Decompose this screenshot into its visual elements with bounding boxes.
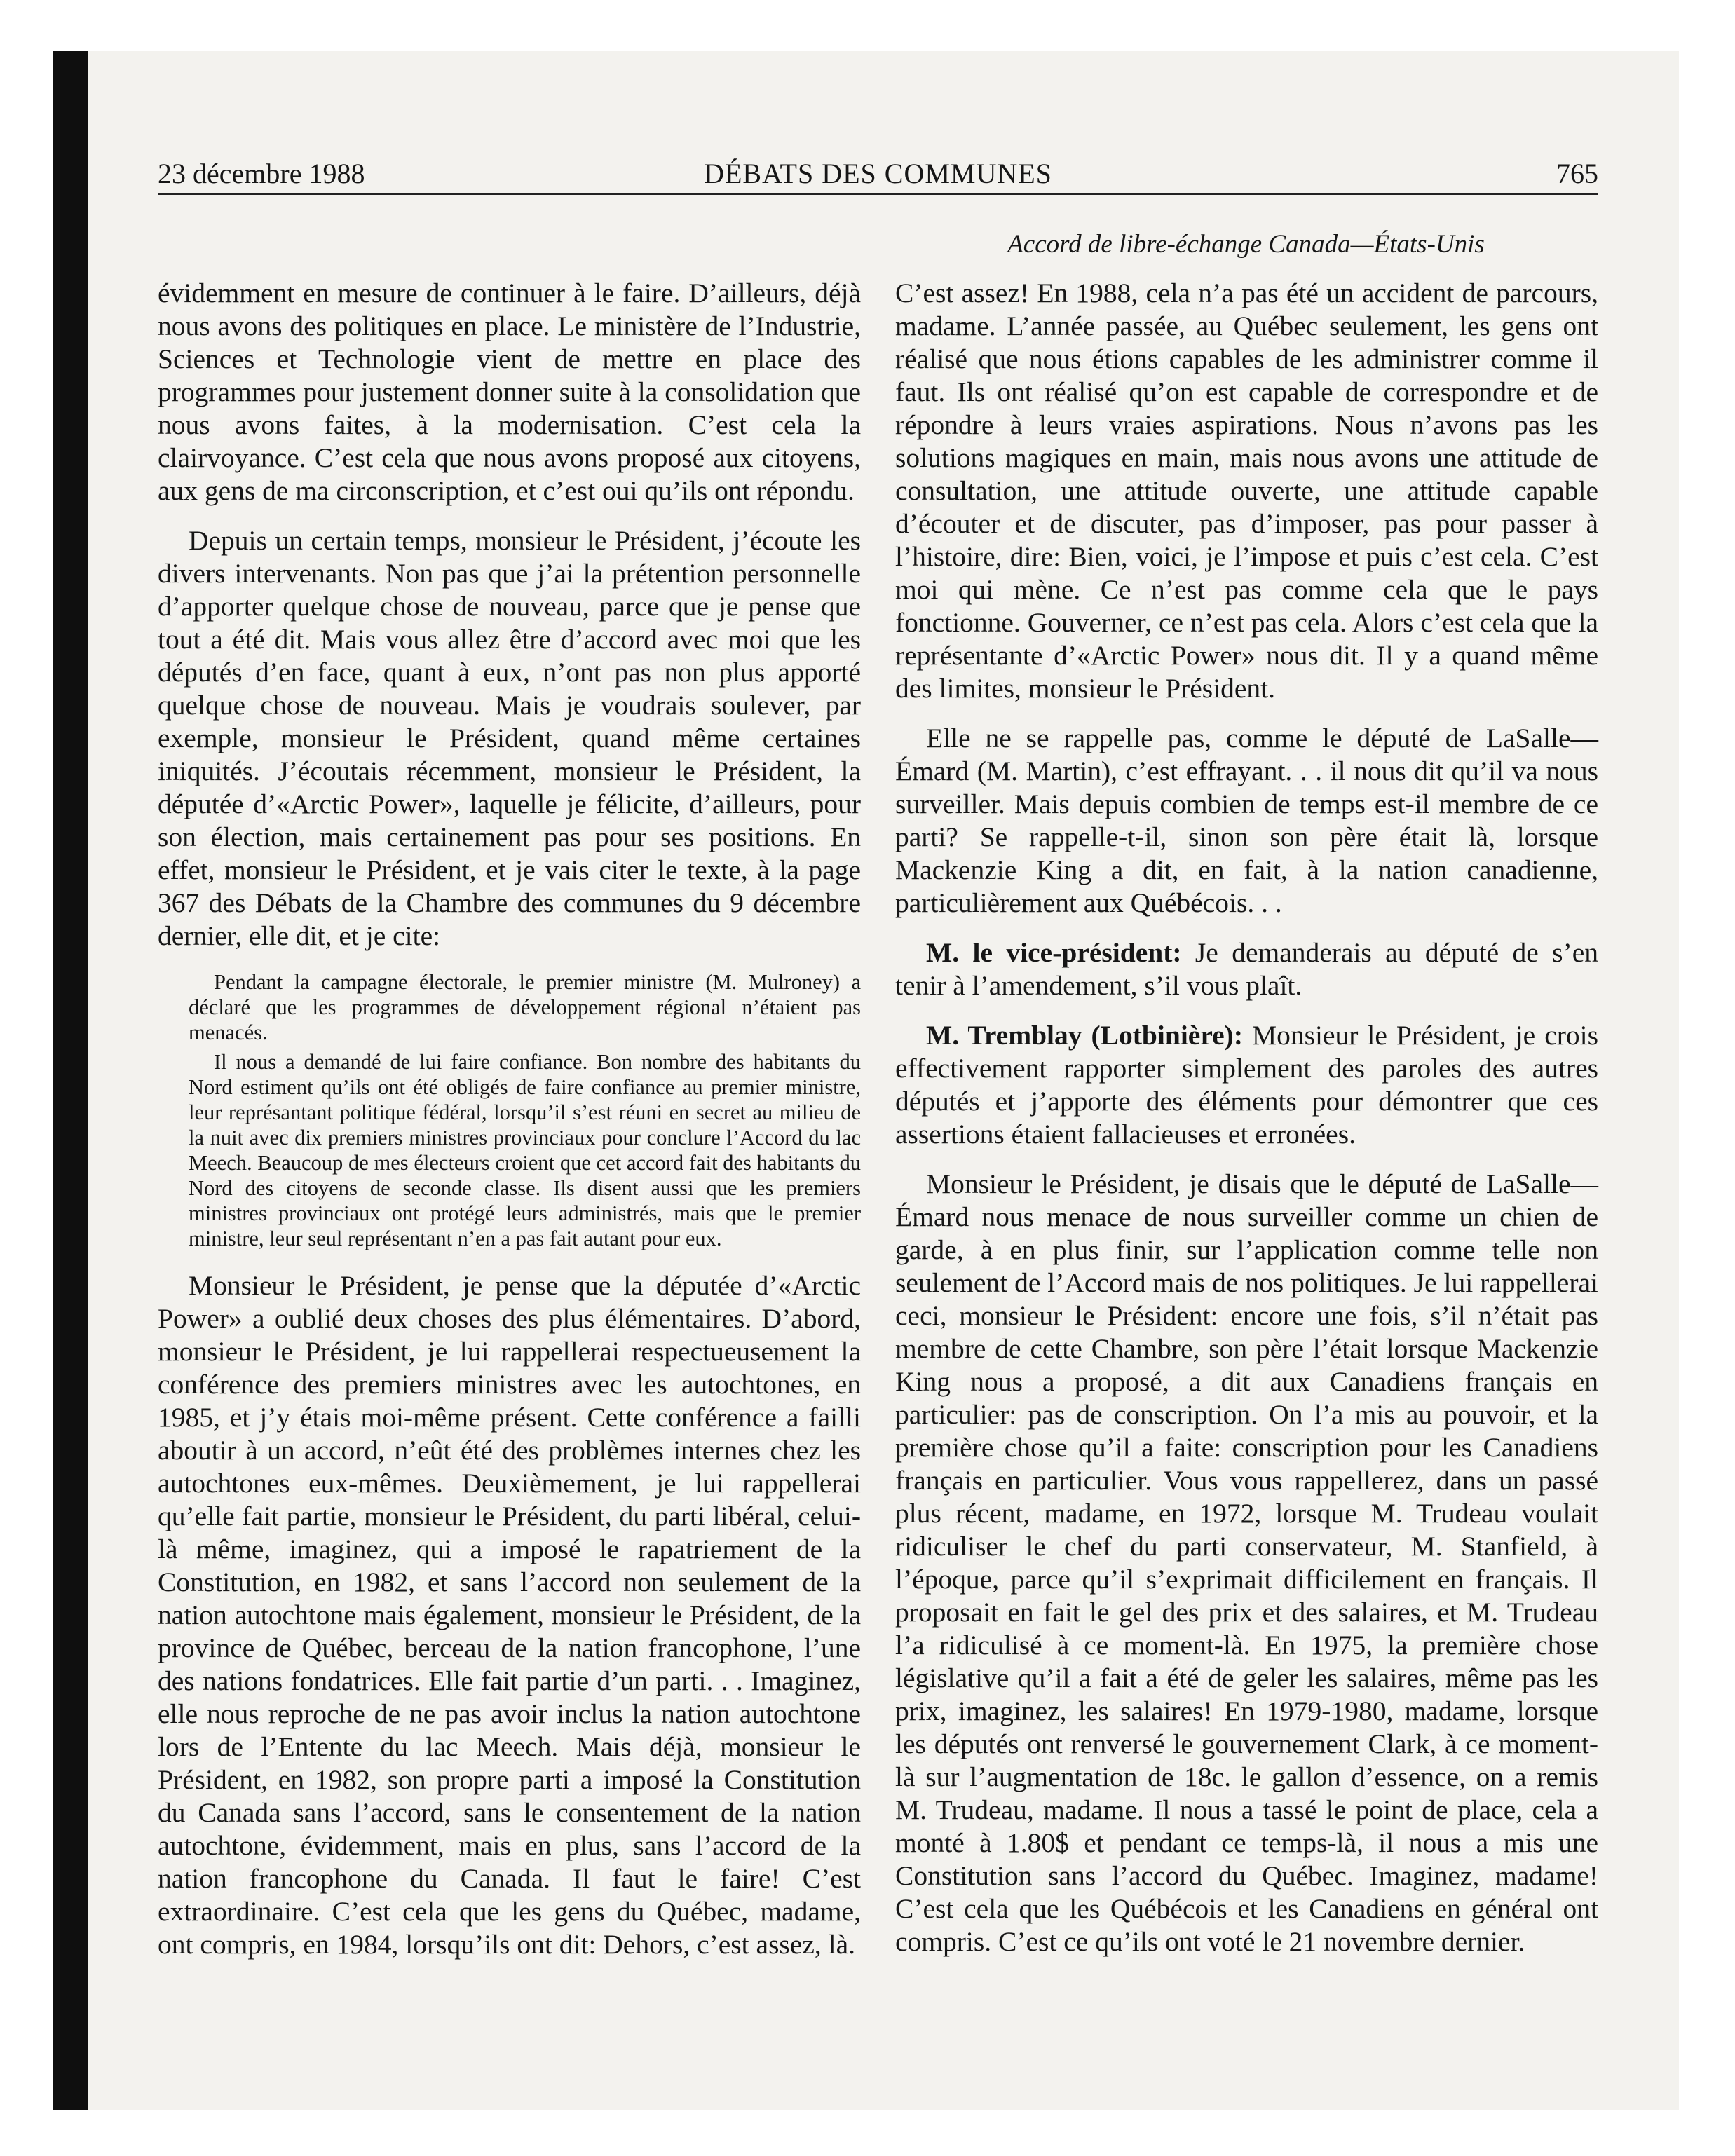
paragraph: Depuis un certain temps, monsieur le Président, j’écoute les divers intervenants. Non pas que j’ai la prétention personnelle d’apporter quelque chose de nouveau, parce que je pense que tout a été dit. Mais vous allez être d’accord avec moi que les députés d’en face, quant à eux, n’ont pas non plus apporté quelque chose de nouveau. Mais je voudrais soulever, par exemple, monsieur le Président, quand même certaines iniquités. J’écoutais récemment, monsieur le Président, la députée d’«Arctic Power», laquelle je félicite, d’ailleurs, pour son élection, mais certainement pas pour ses positions. En effet, monsieur le Président, et je vais citer le texte, à la page 367 des Débats de la Chambre des communes du 9 décembre dernier, elle dit, et je cite: — [158, 525, 861, 951]
speaker-paragraph — [895, 936, 1598, 1002]
right-column — [895, 277, 1598, 1975]
paragraph: évidemment en mesure de continuer à le faire. D’ailleurs, déjà nous avons des politiques en place. Le ministère de l’Industrie, Sciences et Technologie vient de mettre en place des programmes pour justement donner suite à la consolidation que nous avons faites, à la modernisation. C’est cela la clairvoyance. C’est cela que nous avons proposé aux citoyens, aux gens de ma circonscription, et c’est oui qu’ils ont répondu. — [158, 278, 861, 506]
binding-shadow — [53, 51, 88, 2110]
header-page-number: 765 — [1556, 158, 1598, 189]
speech-text: Monsieur le Président, je crois effectivement rapporter simplement des paroles des autres députés et j’apporte des éléments pour démontrer que ces assertions étaient fallacieuses et erronées. — [895, 1020, 1598, 1149]
block-quote: Pendant la campagne électorale, le premier ministre (M. Mulroney) a déclaré que les programmes de développement régional n’étaient pas menacés. — [189, 970, 861, 1044]
paragraph: Elle ne se rappelle pas, comme le député de LaSalle—Émard (M. Martin), c’est effrayant. . . il nous dit qu’il va nous surveiller. Mais depuis combien de temps est-il membre de ce parti? Se rappelle-t-il, sinon son père était là, lorsque Mackenzie King a dit, en fait, à la nation canadienne, particulièrement aux Québécois. . . — [895, 723, 1598, 918]
left-column — [158, 277, 861, 1978]
running-header — [158, 153, 1598, 195]
header-journal-title: DÉBATS DES COMMUNES — [704, 158, 1052, 189]
hansard-page — [158, 0, 1598, 2156]
header-rule — [158, 193, 1598, 195]
section-title: Accord de libre-échange Canada—États-Unis — [1007, 230, 1485, 259]
block-quote: Il nous a demandé de lui faire confiance. Bon nombre des habitants du Nord estiment qu’ils ont été obligés de faire confiance au premier ministre, leur représantant politique fédéral, lorsqu’il s’est réuni en secret au milieu de la nuit avec dix premiers ministres provinciaux pour conclure l’Accord du lac Meech. Beaucoup de mes électeurs croient que cet accord fait des habitants du Nord des citoyens de seconde classe. Ils disent aussi que les premiers ministres provinciaux ont protégé leurs administrés, mais que le premier ministre, leur seul représentant n’en a pas fait autant pour eux. — [189, 1050, 861, 1250]
speaker-name: M. le vice-président: — [926, 937, 1182, 968]
paragraph: C’est assez! En 1988, cela n’a pas été un accident de parcours, madame. L’année passée, au Québec seulement, les gens ont réalisé que nous étions capables de les administrer comme il faut. Ils ont réalisé qu’on est capable de correspondre et de répondre à leurs vraies aspirations. Nous n’avons pas les solutions magiques en main, mais nous avons une attitude de consultation, une attitude ouverte, une attitude capable d’écouter et de discuter, pas d’imposer, pas pour passer à l’histoire, dire: Bien, voici, je l’impose et puis c’est cela. C’est moi qui mène. Ce n’est pas comme cela que le pays fonctionne. Gouverner, ce n’est pas cela. Alors c’est cela que la représentante d’«Arctic Power» nous dit. Il y a quand même des limites, monsieur le Président. — [895, 278, 1598, 704]
speaker-paragraph — [895, 1019, 1598, 1151]
paragraph: Monsieur le Président, je pense que la députée d’«Arctic Power» a oublié deux choses des plus élémentaires. D’abord, monsieur le Président, je lui rappellerai respectueusement la conférence des premiers ministres avec les autochtones, en 1985, et j’y étais moi-même présent. Cette conférence a failli aboutir à un accord, n’eût été des problèmes internes chez les autochtones eux-mêmes. Deuxièmement, je lui rappellerai qu’elle fait partie, monsieur le Président, du parti libéral, celui-là même, imaginez, qui a imposé le rapatriement de la Constitution, en 1982, et sans l’accord non seulement de la nation autochtone mais également, monsieur le Président, de la province de Québec, berceau de la nation francophone, l’une des nations fondatrices. Elle fait partie d’un parti. . . Imaginez, elle nous reproche de ne pas avoir inclus la nation autochtone lors de l’Entente du lac Meech. Mais déjà, monsieur le Président, en 1982, son propre parti a imposé la Constitution du Canada sans l’accord, sans le consentement de la nation autochtone, évidemment, mais en plus, sans l’accord de la nation francophone du Canada. Il faut le faire! C’est extraordinaire. C’est cela que les gens du Québec, madame, ont compris, en 1984, lorsqu’ils ont dit: Dehors, c’est assez, là. — [158, 1270, 861, 1960]
speech-text: Je demanderais au député de s’en tenir à l’amendement, s’il vous plaît. — [895, 937, 1598, 1001]
speaker-name: M. Tremblay (Lotbinière): — [926, 1020, 1243, 1051]
paragraph: Monsieur le Président, je disais que le député de LaSalle—Émard nous menace de nous surveiller comme un chien de garde, à en plus finir, sur l’application comme telle non seulement de l’Accord mais de nos politiques. Je lui rappellerai ceci, monsieur le Président: encore une fois, s’il n’était pas membre de cette Chambre, son père l’était lorsque Mackenzie King nous a proposé, a dit aux Canadiens français en particulier: pas de conscription. On l’a mis au pouvoir, et la première chose qu’il a faite: conscription pour les Canadiens français en particulier. Vous vous rappellerez, dans un passé plus récent, madame, en 1972, lorsque M. Trudeau voulait ridiculiser le chef du parti conservateur, M. Stanfield, à l’époque, parce qu’il s’exprimait difficilement en français. Il proposait en fait le gel des prix et des salaires, et M. Trudeau l’a ridiculisé à ce moment-là. En 1975, la première chose législative qu’il a fait a été de geler les salaires, même pas les prix, imaginez, les salaires! En 1979-1980, madame, lorsque les députés ont renversé le gouvernement Clark, à ce moment-là sur l’augmentation de 18c. le gallon d’essence, on a remis M. Trudeau, madame. Il nous a tassé le point de place, cela a monté à 1.80$ et pendant ce temps-là, il nous a mis une Constitution sans l’accord du Québec. Imaginez, madame! C’est cela que les Québécois et les Canadiens en général ont compris. C’est ce qu’ils ont voté le 21 novembre dernier. — [895, 1168, 1598, 1957]
header-date: 23 décembre 1988 — [158, 158, 365, 189]
